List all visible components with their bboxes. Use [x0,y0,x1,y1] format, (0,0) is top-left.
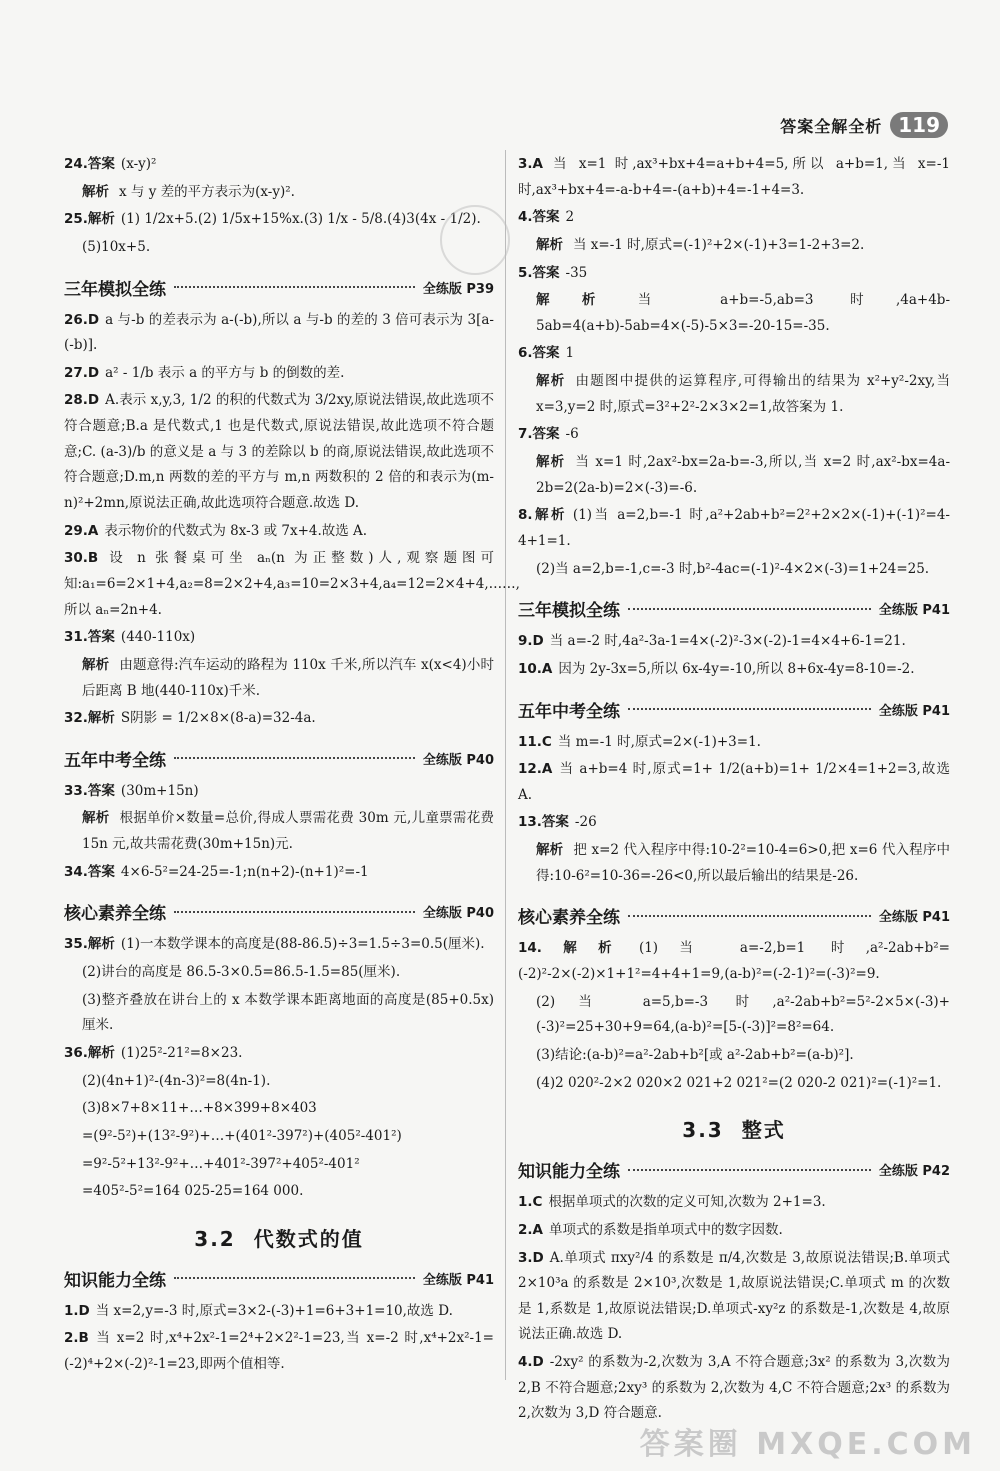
answer-text: x 与 y 差的平方表示为(x-y)². [119,183,295,200]
answer-item [518,450,950,501]
answer-text: =(9²-5²)+(13²-9²)+…+(401²-397²)+(405²-401²) [82,1127,402,1144]
answer-number: 1.D [64,1302,90,1319]
answer-item [518,936,950,987]
answer-item [518,1218,950,1244]
answer-item [518,341,950,367]
answer-item [64,1152,494,1178]
answer-text: 当 x=2,y=-3 时,原式=3×2-(-3)+1=6+3+1=10,故选 D. [95,1302,453,1319]
answer-number: 6.答案 [518,345,560,362]
answer-text: (2)当 a=2,b=-1,c=-3 时,b²-4ac=(-1)²-4×2×(-3)=1+24=25. [536,560,930,577]
left-items-sec3 [64,932,494,1204]
answer-text: 当 m=-1 时,原式=2×(-1)+3=1. [557,733,761,750]
answer-item [64,207,494,233]
chapter-number: 3.2 [194,1226,236,1251]
answer-text: 当 x=1 时,2ax²-bx=2a-b=-3,所以,当 x=2 时,ax²-bx=4a-2b=2(2a-b)=2×(-3)=-6. [536,454,951,496]
answer-text: 单项式的系数是指单项式中的数字因数. [548,1221,783,1238]
answer-number: 解析 [82,183,109,200]
answer-text: (1) 1/2x+5.(2) 1/5x+15%x.(3) 1/x - 5/8.(4)3(4x - 1/2). [120,211,481,228]
answer-text: 由题图中提供的运算程序,可得输出的结果为 x²+y²-2xy,当 x=3,y=2 时,原式=3²+2²-2×3×2=1,故答案为 1. [536,373,950,415]
chapter-title [64,1223,494,1252]
answer-text: 2 [565,209,575,226]
answer-number: 9.D [518,633,544,650]
section-header [518,1157,950,1182]
section-header [64,899,494,924]
answer-number: 35.解析 [64,936,115,953]
answer-number: 解析 [82,810,110,827]
answer-item [64,988,494,1039]
answer-number: 3.D [518,1249,544,1266]
right-items-sec3 [518,936,950,1096]
answer-text: (x-y)² [120,156,157,172]
section-dots [174,911,415,913]
section-name: 知识能力全练 [64,1270,166,1291]
section-dots [174,1277,415,1279]
section-name: 核心素养全练 [64,904,166,925]
answer-text: =9²-5²+13²-9²+…+401²-397²+405²-401² [82,1155,360,1172]
answer-number: 5.答案 [518,264,560,281]
section-name: 五年中考全练 [518,701,620,722]
answer-number: 28.D [64,392,100,409]
answer-item [518,1190,950,1216]
answer-number: 34.答案 [64,863,115,880]
chapter-number: 3.3 [682,1118,724,1143]
answer-number: 解析 [82,656,110,673]
section-dots [628,608,871,610]
answer-text: 当 a=-2 时,4a²-3a-1=4×(-2)²-3×(-2)-1=4×4+6-1=21. [549,633,906,650]
answer-number: 2.A [518,1221,543,1238]
answer-number: 3.A [518,156,543,172]
answer-text: S阴影 = 1/2×8×(8-a)=32-4a. [120,710,316,727]
section-ref: 全练版 P41 [878,910,950,926]
answer-item [64,388,494,516]
answer-text: -26 [574,814,597,831]
answer-item [64,806,494,857]
answer-item [518,1246,950,1349]
right-column [518,152,950,1429]
answer-item [518,369,950,420]
answer-item [518,233,950,259]
answer-item [518,422,950,448]
answer-text: (1)25²-21²=8×23. [120,1044,243,1061]
answer-text: (3)整齐叠放在讲台上的 x 本数学课本距离地面的高度是(85+0.5x)厘米. [82,991,494,1034]
answer-number: 14.解析 [518,940,633,957]
answer-text: (1)当 a=-2,b=1 时,a²-2ab+b²=(-2)²-2×(-2)×1+1²=4+4+1=9,(a-b)²=(-2-1)²=(-3)²=9. [518,940,950,983]
answer-item [64,308,494,359]
left-column [64,152,520,1380]
right-items-top [518,152,950,582]
section-name: 三年模拟全练 [518,601,620,622]
answer-number: 解析 [536,236,563,253]
section-header [518,697,950,722]
answer-item [518,657,950,683]
answer-item [64,1179,494,1205]
answer-item [518,205,950,231]
answer-text: 当 a+b=4 时,原式=1+ 1/2(a+b)=1+ 1/2×4=1+2=3,故选 A. [518,761,950,803]
answer-text: 当 x=2 时,x⁴+2x²-1=2⁴+2×2²-1=23,当 x=-2 时,x⁴+2x²-1=(-2)⁴+2×(-2)²-1=23,即两个值相等. [64,1330,494,1373]
answer-text: 当 a+b=-5,ab=3 时,4a+4b-5ab=4(a+b)-5ab=4×(-5)-5×3=-20-15=-35. [536,292,951,334]
answer-item [64,625,494,651]
section-ref: 全练版 P41 [878,603,950,619]
answer-text: -2xy² 的系数为-2,次数为 3,A 不符合题意;3x² 的系数为 3,次数为 2,B 不符合题意;2xy³ 的系数为 2,次数为 4,C 不符合题意;2x³ 的系数为 2,次数为 3,D 符合题意. [518,1354,950,1422]
section-header [64,275,494,300]
answer-text: 由题意得:汽车运动的路程为 110x 千米,所以汽车 x(x<4)小时后距离 B 地(440-110x)千米. [82,656,495,699]
left-items-top [64,152,494,261]
page-header [780,112,948,138]
answer-text: a² - 1/b 表示 a 的平方与 b 的倒数的差. [105,364,345,381]
column-divider [505,150,506,1380]
answer-number: 8.解析 [518,507,567,524]
section-name: 五年中考全练 [64,750,166,771]
page-number: 119 [890,112,948,138]
answer-item [518,629,950,655]
answer-item [518,810,950,836]
answer-item [64,361,494,387]
answer-item [518,757,950,808]
stamp-mark [440,205,510,275]
answer-item [64,653,494,704]
answer-text: (2)讲台的高度是 86.5-3×0.5=86.5-1.5=85(厘米). [82,964,401,981]
answer-item [64,1299,494,1325]
answer-number: 4.答案 [518,209,560,226]
answer-item [518,1350,950,1427]
answer-item [64,152,494,178]
left-items-sec4 [64,1299,494,1378]
section-name: 三年模拟全练 [64,279,166,300]
answer-text: 当 x=-1 时,原式=(-1)²+2×(-1)+3=1-2+3=2. [573,236,865,253]
answer-item [518,730,950,756]
answer-item [518,288,950,339]
answer-text: 4×6-5²=24-25=-1;n(n+2)-(n+1)²=-1 [120,863,369,880]
answer-text: (1)当 a=2,b=-1 时,a²+2ab+b²=2²+2×2×(-1)+(-1)²=4-4+1=1. [518,507,950,549]
answer-number: 25.解析 [64,211,115,228]
answer-item [64,860,494,886]
answer-text: (4)2 020²-2×2 020×2 021+2 021²=(2 020-2 021)²=(-1)²=1. [536,1074,942,1091]
answer-item [64,519,494,545]
answer-text: a 与-b 的差表示为 a-(-b),所以 a 与-b 的差的 3 倍可表示为 3[a-(-b)]. [64,311,494,354]
answer-item [64,706,494,732]
answer-number: 26.D [64,311,100,328]
answer-item [64,960,494,986]
answer-text: 把 x=2 代入程序中得:10-2²=10-4=6>0,把 x=6 代入程序中得:10-6²=10-36=-26<0,所以最后输出的结果是-26. [536,842,951,884]
chapter-name: 整式 [741,1118,786,1143]
answer-item [64,932,494,958]
answer-item [64,779,494,805]
answer-number: 31.答案 [64,629,115,646]
answer-number: 13.答案 [518,814,569,831]
answer-text: (1)一本数学课本的高度是(88-86.5)÷3=1.5÷3=0.5(厘米). [120,936,485,953]
answer-item [64,1069,494,1095]
answer-text: 当 x=1 时,ax³+bx+4=a+b+4=5,所以 a+b=1,当 x=-1 时,ax³+bx+4=-a-b+4=-(a+b)+4=-1+4=3. [518,156,950,198]
answer-number: 27.D [64,364,100,381]
section-ref: 全练版 P41 [422,1272,494,1288]
answer-item [518,1043,950,1069]
answer-number: 1.C [518,1194,543,1211]
section-dots [174,757,415,759]
answer-number: 30.B [64,550,99,567]
answer-item [64,1326,494,1377]
answer-text: =405²-5²=164 025-25=164 000. [82,1183,304,1200]
answer-number: 12.A [518,761,553,778]
right-items-sec2 [518,730,950,890]
section-dots [628,708,871,710]
left-items-sec1 [64,308,520,732]
section-header [64,1266,494,1291]
answer-text: 根据单价×数量=总价,得成人票需花费 30m 元,儿童票需花费 15n 元,故共需花费(30m+15n)元. [82,810,494,853]
answer-text: (440-110x) [120,629,196,646]
answer-text: -6 [565,426,579,443]
answer-number: 解析 [536,292,628,309]
answer-item [518,503,950,554]
answer-text: (30m+15n) [120,782,199,799]
section-ref: 全练版 P40 [422,752,494,768]
answer-number: 33.答案 [64,782,115,799]
section-dots [628,915,871,917]
answer-number: 10.A [518,660,553,677]
answer-number: 解析 [536,373,566,390]
answer-number: 32.解析 [64,710,115,727]
section-dots [628,1169,871,1171]
section-dots [174,286,415,288]
answer-item [518,261,950,287]
answer-number: 解析 [536,842,564,859]
answer-number: 11.C [518,733,552,750]
answer-text: A.表示 x,y,3, 1/2 的积的代数式为 3/2xy,原说法错误,故此选项不符合题意;B.a 是代数式,1 也是代数式,原说法错误,故此选项不符合题意;C. (a-3)/b 的意义是 a 与 3 的差除以 b 的商,原说法错误,故此选项不符合题意;D.m,n 两数的差的平方与 m,n 两数积的 2 倍的和表示为(m-n)²+2mn,原说法正确,故此选项符合题意.故选 D. [64,392,494,512]
answer-text: (3)结论:(a-b)²=a²-2ab+b²[或 a²-2ab+b²=(a-b)²]. [536,1046,854,1063]
answer-item [518,1071,950,1097]
answer-item [518,990,950,1041]
section-ref: 全练版 P42 [878,1164,950,1180]
header-title: 答案全解全析 [780,116,883,136]
answer-number: 29.A [64,522,99,539]
answer-item [64,1124,494,1150]
section-header [64,746,494,771]
right-items-sec4 [518,1190,950,1427]
answer-item [64,1041,494,1067]
section-name: 知识能力全练 [518,1162,620,1183]
section-header [518,903,950,928]
answer-text: 表示物价的代数式为 8x-3 或 7x+4.故选 A. [104,522,368,539]
corner-watermark: 答案圈 MXQE.COM [639,1427,976,1462]
answer-item [64,1096,494,1122]
answer-text: 根据单项式的次数的定义可知,次数为 2+1=3. [548,1194,826,1211]
answer-item [64,235,494,261]
answer-text: 因为 2y-3x=5,所以 6x-4y=-10,所以 8+6x-4y=8-10=-2. [558,660,915,677]
answer-text: (5)10x+5. [82,238,151,255]
answer-text: 设 n 张餐桌可坐 aₙ(n 为正整数)人,观察题图可知:a₁=6=2×1+4,a₂=8=2×2+4,a₃=10=2×3+4,a₄=12=2×4+4,……,所以 aₙ=2n+4. [64,550,520,618]
answer-text: (2)(4n+1)²-(4n-3)²=8(4n-1). [82,1072,271,1089]
answer-number: 4.D [518,1354,544,1371]
section-ref: 全练版 P39 [422,281,494,297]
answer-text: (2)当 a=5,b=-3 时,a²-2ab+b²=5²-2×5×(-3)+(-3)²=25+30+9=64,(a-b)²=[5-(-3)]²=8²=64. [536,993,950,1036]
answer-item [64,180,494,206]
left-items-sec2 [64,779,494,886]
answer-number: 36.解析 [64,1044,115,1061]
answer-text: A.单项式 πxy²/4 的系数是 π/4,次数是 3,故原说法错误;B.单项式 2×10³a 的系数是 2×10³,次数是 1,故原说法错误;C.单项式 m 的次数是 1,系数是 1,故原说法错误;D.单项式-xy²z 的系数是-1,次数是 4,故原说法正确.故选 D. [518,1249,950,1343]
section-header [518,596,950,621]
answer-item [518,152,950,203]
section-ref: 全练版 P41 [878,703,950,719]
answer-number: 24.答案 [64,156,115,172]
chapter-name: 代数式的值 [253,1226,364,1251]
answer-text: (3)8×7+8×11+…+8×399+8×403 [82,1100,317,1117]
chapter-title [518,1114,950,1143]
answer-item [64,546,520,623]
answer-text: -35 [565,264,588,281]
answer-number: 7.答案 [518,426,560,443]
section-name: 核心素养全练 [518,908,620,929]
section-ref: 全练版 P40 [422,906,494,922]
answer-text: 1 [565,345,575,362]
answer-number: 解析 [536,454,566,471]
right-items-sec1 [518,629,950,682]
answer-item [518,557,950,583]
answer-item [518,838,950,889]
answer-number: 2.B [64,1330,89,1347]
